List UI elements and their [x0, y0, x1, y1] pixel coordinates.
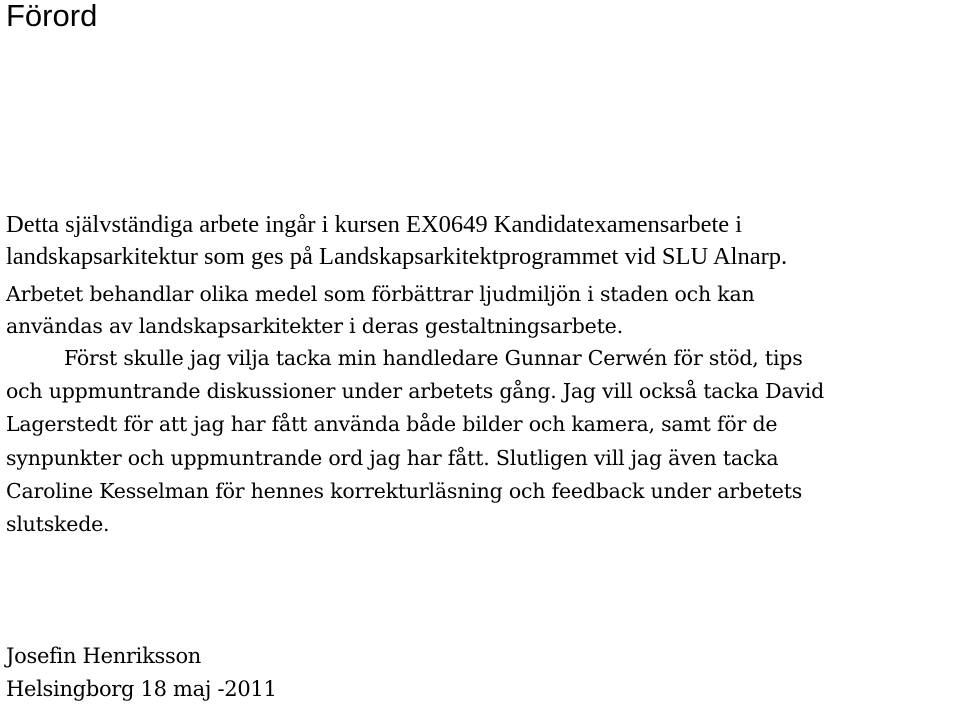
paragraph-2-line-1: Arbetet behandlar olika medel som förbättrar ljudmiljön i staden och kan [6, 282, 755, 306]
signature-name: Josefin Henriksson [6, 644, 202, 668]
paragraph-2-line-2: användas av landskapsarkitekter i deras gestaltningsarbete. [6, 314, 623, 338]
signature-place-date: Helsingborg 18 maj -2011 [6, 677, 277, 701]
paragraph-3-line-3: Lagerstedt för att jag har fått använda både bilder och kamera, samt för de [6, 412, 778, 436]
paragraph-1-line-2: landskapsarkitektur som ges på Landskapsarkitektprogrammet vid SLU Alnarp. [6, 243, 788, 270]
paragraph-3-line-4: synpunkter och uppmuntrande ord jag har fått. Slutligen vill jag även tacka [6, 446, 779, 470]
paragraph-1-line-1: Detta självständiga arbete ingår i kursen EX0649 Kandidatexamensarbete i [6, 211, 743, 238]
paragraph-3-line-5: Caroline Kesselman för hennes korrekturläsning och feedback under arbetets [6, 479, 803, 503]
paragraph-3-line-2: och uppmuntrande diskussioner under arbetets gång. Jag vill också tacka David [6, 379, 825, 403]
paragraph-3-line-6: slutskede. [6, 512, 110, 536]
paragraph-3-line-1: Först skulle jag vilja tacka min handledare Gunnar Cerwén för stöd, tips [64, 346, 803, 370]
page-title: Förord [6, 0, 98, 33]
